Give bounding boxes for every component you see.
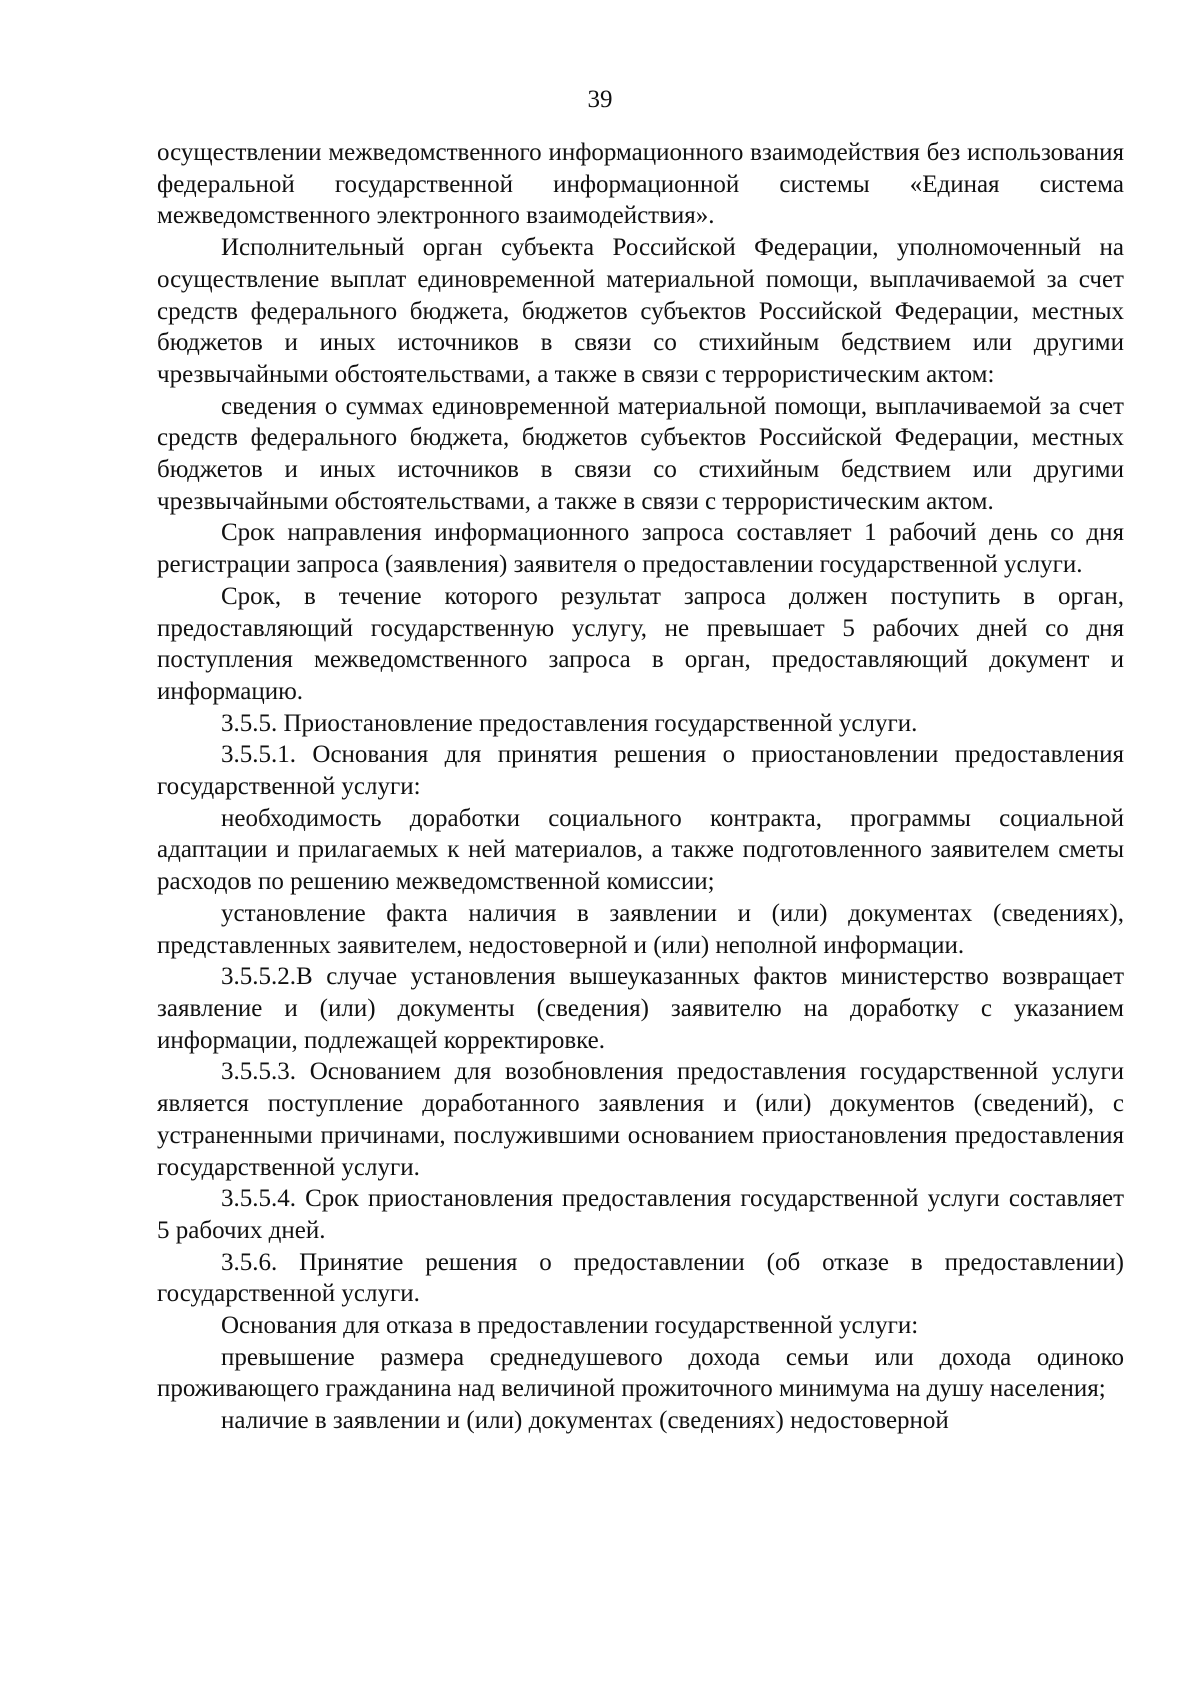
paragraph-income-excess: превышение размера среднедушевого дохода семьи или дохода одиноко проживающего гражданина над величиной прожиточного минимума на душу населения; bbox=[157, 1343, 1124, 1403]
paragraph-executive-body: Исполнительный орган субъекта Российской Федерации, уполномоченный на осуществление выплат единовременной материальной помощи, выплачиваемой за счет средств федерального бюджета, бюджетов субъектов Российской Федерации, местных бюджетов и иных источников в связи со стихийным бедствием или другими чрезвычайными обстоятельствами, а также в связи с террористическим актом: bbox=[157, 234, 1124, 388]
paragraph-3-5-6: 3.5.6. Принятие решения о предоставлении (об отказе в предоставлении) государственной услуги. bbox=[157, 1248, 1124, 1308]
paragraph-3-5-5: 3.5.5. Приостановление предоставления государственной услуги. bbox=[221, 709, 918, 737]
paragraph-3-5-5-4: 3.5.5.4. Срок приостановления предоставления государственной услуги составляет 5 рабочих дней. bbox=[157, 1185, 1124, 1244]
paragraph-contract-revision: необходимость доработки социального контракта, программы социальной адаптации и прилагаемых к ней материалов, а также подготовленного заявителем сметы расходов по решению межведомственной комиссии; bbox=[157, 804, 1124, 896]
page-number: 39 bbox=[587, 86, 613, 113]
paragraph-false-data: наличие в заявлении и (или) документах (сведениях) недостоверной bbox=[221, 1407, 949, 1435]
paragraph-request-term: Срок направления информационного запроса составляет 1 рабочий день со дня регистрации запроса (заявления) заявителя о предоставлении государственной услуги. bbox=[157, 519, 1124, 579]
paragraph-refusal-grounds: Основания для отказа в предоставлении государственной услуги: bbox=[221, 1312, 919, 1340]
paragraph-response-term: Срок, в течение которого результат запроса должен поступить в орган, предоставляющий государственную услугу, не превышает 5 рабочих дней со дня поступления межведомственного запроса в орган, предоставляющий документ и информацию. bbox=[157, 582, 1124, 705]
document-body bbox=[157, 137, 1124, 1437]
paragraph-false-info: установление факта наличия в заявлении и (или) документах (сведениях), представленных заявителем, недостоверной и (или) неполной информации. bbox=[157, 899, 1124, 959]
paragraph-3-5-5-1: 3.5.5.1. Основания для принятия решения о приостановлении предоставления государственной услуги: bbox=[157, 741, 1124, 801]
paragraph-aid-amounts: сведения о суммах единовременной материальной помощи, выплачиваемой за счет средств федерального бюджета, бюджетов субъектов Российской Федерации, местных бюджетов и иных источников в связи со стихийным бедствием или другими чрезвычайными обстоятельствами, а также в связи с террористическим актом. bbox=[157, 392, 1124, 515]
paragraph-3-5-5-2: 3.5.5.2.В случае установления вышеуказанных фактов министерство возвращает заявление и (или) документы (сведения) заявителю на доработку с указанием информации, подлежащей корректировке. bbox=[157, 963, 1124, 1054]
paragraph-3-5-5-3: 3.5.5.3. Основанием для возобновления предоставления государственной услуги является поступление доработанного заявления и (или) документов (сведений), с устраненными причинами, послужившими основанием приостановления предоставления государственной услуги. bbox=[157, 1058, 1124, 1181]
paragraph-continuation: осуществлении межведомственного информационного взаимодействия без использования федеральной государственной информационной системы «Единая система межведомственного электронного взаимодействия». bbox=[157, 139, 1124, 230]
